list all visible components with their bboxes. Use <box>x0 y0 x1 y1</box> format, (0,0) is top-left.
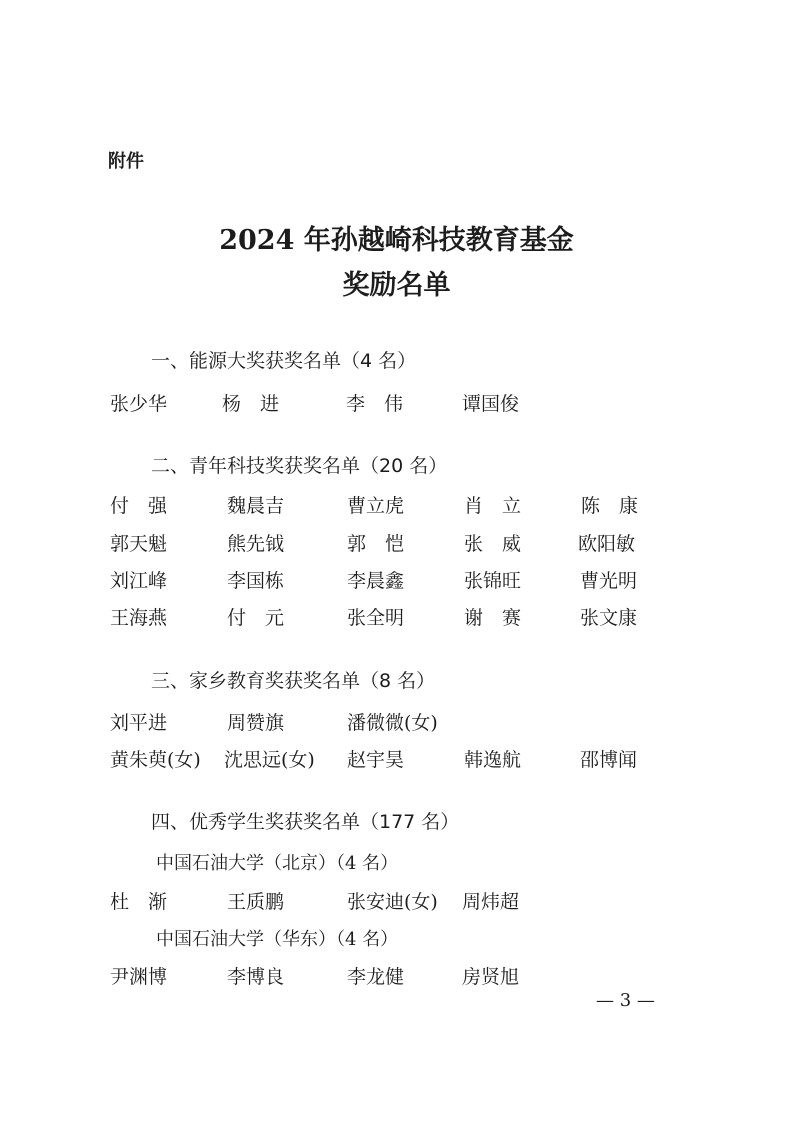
page-number: — 3 — <box>596 990 655 1011</box>
awardee-name: 曹光明 <box>580 570 638 592</box>
awardee-name: 肖 立 <box>464 495 522 517</box>
awardee-name: 张少华 <box>110 393 168 415</box>
awardee-name: 李晨鑫 <box>347 570 405 592</box>
awardee-name: 赵宇昊 <box>347 749 405 771</box>
awardee-name: 张 威 <box>464 533 522 555</box>
university-heading: 中国石油大学（华东）（4 名） <box>156 929 399 950</box>
awardee-name: 张锦旺 <box>464 570 522 592</box>
awardee-name: 付 元 <box>227 607 285 629</box>
awardee-name: 张安迪(女) <box>347 891 438 913</box>
section-heading-outstanding-student-award: 四、优秀学生奖获奖名单（177 名） <box>151 811 460 833</box>
document-subtitle: 奖励名单 <box>342 270 451 301</box>
awardee-name: 邵博闻 <box>580 749 638 771</box>
university-heading: 中国石油大学（北京）（4 名） <box>156 853 399 874</box>
awardee-name: 谢 赛 <box>464 607 522 629</box>
awardee-name: 杨 进 <box>222 393 280 415</box>
awardee-name: 曹立虎 <box>347 495 405 517</box>
awardee-name: 潘微微(女) <box>347 712 438 734</box>
awardee-name: 谭国俊 <box>462 393 520 415</box>
awardee-name: 郭 恺 <box>347 533 405 555</box>
section-heading-hometown-education-award: 三、家乡教育奖获奖名单（8 名） <box>151 670 436 692</box>
awardee-name: 付 强 <box>110 495 168 517</box>
awardee-name: 王海燕 <box>110 607 168 629</box>
awardee-name: 王质鹏 <box>227 891 285 913</box>
attachment-label: 附件 <box>108 151 144 172</box>
awardee-name: 张文康 <box>580 607 638 629</box>
section-heading-energy-award: 一、能源大奖获奖名单（4 名） <box>151 350 417 372</box>
awardee-name: 房贤旭 <box>462 966 520 988</box>
awardee-name: 刘江峰 <box>110 570 168 592</box>
awardee-name: 沈思远(女) <box>224 749 315 771</box>
name-row <box>0 566 793 592</box>
awardee-name: 欧阳敏 <box>578 533 636 555</box>
name-row <box>0 529 793 555</box>
name-row <box>0 887 793 913</box>
name-row <box>0 708 793 734</box>
name-row <box>0 962 793 988</box>
awardee-name: 李龙健 <box>347 966 405 988</box>
awardee-name: 尹渊博 <box>110 966 168 988</box>
awardee-name: 周赞旗 <box>227 712 285 734</box>
awardee-name: 魏晨吉 <box>227 495 285 517</box>
awardee-name: 熊先钺 <box>227 533 285 555</box>
name-row <box>0 745 793 771</box>
name-row <box>0 389 793 415</box>
document-title: 2024 年孙越崎科技教育基金 <box>219 225 574 256</box>
awardee-name: 杜 渐 <box>110 891 168 913</box>
awardee-name: 张全明 <box>347 607 405 629</box>
awardee-name: 李博良 <box>227 966 285 988</box>
awardee-name: 李国栋 <box>227 570 285 592</box>
awardee-name: 韩逸航 <box>464 749 522 771</box>
section-heading-youth-award: 二、青年科技奖获奖名单（20 名） <box>151 455 448 477</box>
awardee-name: 李 伟 <box>346 393 404 415</box>
awardee-name: 周炜超 <box>462 891 520 913</box>
awardee-name: 黄朱萸(女) <box>110 749 201 771</box>
awardee-name: 郭天魁 <box>110 533 168 555</box>
awardee-name: 陈 康 <box>581 495 639 517</box>
awardee-name: 刘平进 <box>110 712 168 734</box>
name-row <box>0 491 793 517</box>
name-row <box>0 603 793 629</box>
